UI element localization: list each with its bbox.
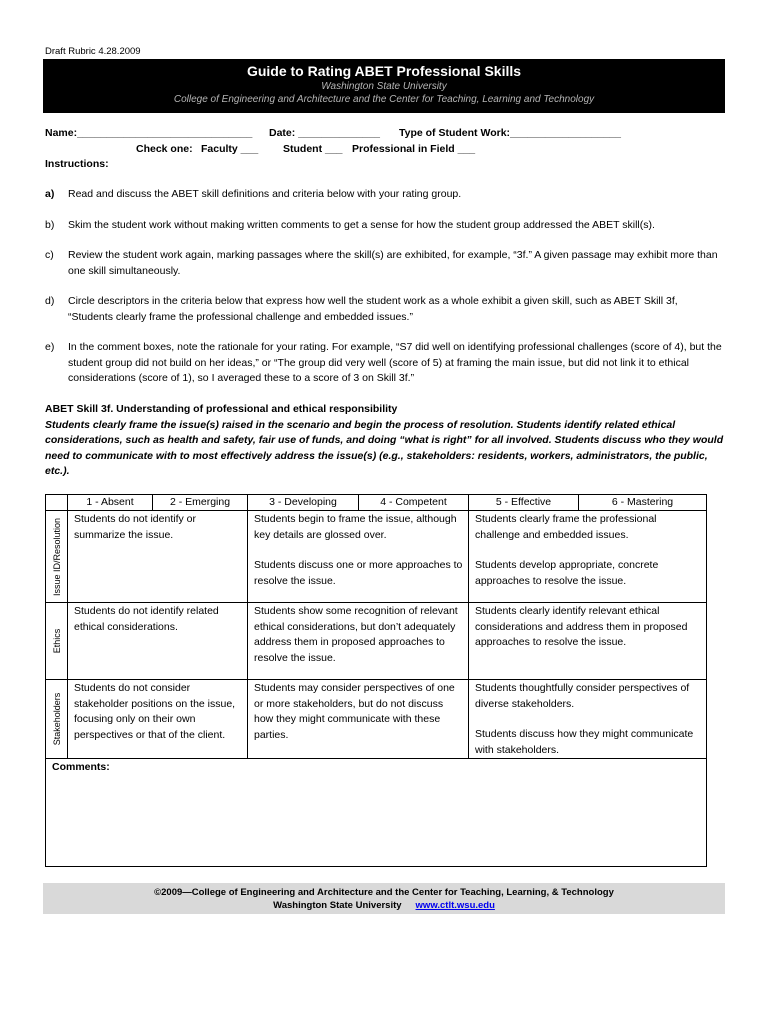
- instruction-label: e): [45, 341, 55, 353]
- college-name: College of Engineering and Architecture and the Center for Teaching, Learning and Technology: [173, 94, 595, 105]
- comments-label: Comments:: [52, 761, 110, 773]
- skill-section: [45, 402, 725, 480]
- rubric-row-ethics: [46, 603, 707, 680]
- corner-cell: [46, 495, 68, 511]
- level-header: 5 - Effective: [469, 495, 579, 511]
- criteria-cell-high[interactable]: [469, 680, 707, 759]
- criteria-text: Students show some recognition of relevant ethical considerations, but don’t adequately address them in proposed approaches to resolve the issue.: [254, 605, 458, 664]
- date-field[interactable]: Date: ______________: [269, 127, 380, 139]
- criteria-cell-mid[interactable]: [248, 680, 469, 759]
- rubric-row-issue: [46, 511, 707, 603]
- instruction-item: [45, 187, 725, 203]
- criteria-text: Students may consider perspectives of one or more stakeholders, but do not discuss how they might communicate with these parties.: [254, 682, 455, 741]
- instruction-item: [45, 340, 725, 387]
- footer-line2: [43, 899, 725, 912]
- instruction-text: Skim the student work without making written comments to get a sense for how the student group addressed the ABET skill(s).: [68, 219, 655, 231]
- instruction-label: a): [45, 188, 55, 200]
- page-title: Guide to Rating ABET Professional Skills: [246, 63, 522, 79]
- title-banner: [43, 59, 725, 113]
- rubric-row-stakeholders: [46, 680, 707, 759]
- row-label: Stakeholders: [51, 692, 62, 746]
- criteria-text: Students discuss how they might communicate with stakeholders.: [475, 728, 694, 756]
- instruction-label: c): [45, 249, 54, 261]
- criteria-cell-low[interactable]: [68, 511, 248, 603]
- comments-box[interactable]: [46, 759, 707, 867]
- criteria-cell-mid[interactable]: [248, 511, 469, 603]
- criteria-text: Students develop appropriate, concrete approaches to resolve the issue.: [475, 559, 659, 587]
- criteria-text: Students clearly identify relevant ethical considerations and address them in proposed approaches to resolve the issue.: [475, 605, 688, 648]
- instruction-item: [45, 218, 725, 234]
- instructions-title: Instructions:: [45, 158, 109, 170]
- criteria-cell-low[interactable]: [68, 680, 248, 759]
- instruction-item: [45, 294, 725, 325]
- footer: [43, 883, 725, 914]
- footer-university: Washington State University: [273, 900, 402, 911]
- criteria-cell-low[interactable]: [68, 603, 248, 680]
- instruction-item: [45, 248, 725, 279]
- instruction-label: b): [45, 219, 55, 231]
- check-one-label: Check one:: [136, 143, 193, 155]
- level-header: 6 - Mastering: [579, 495, 707, 511]
- faculty-check[interactable]: Faculty ___: [201, 143, 259, 155]
- criteria-cell-mid[interactable]: [248, 603, 469, 680]
- criteria-text: Students thoughtfully consider perspectives of diverse stakeholders.: [475, 682, 690, 710]
- instruction-label: d): [45, 295, 55, 307]
- row-label-cell: [46, 511, 68, 603]
- instruction-text: In the comment boxes, note the rationale for your rating. For example, “S7 did well on identifying professional challenges (score of 4), but the student group did not build on her ideas,” or “The group did very well (score of 5) at framing the main issue, but did not link it to ethical considerations (score of 1), so I averaged these to a score of 3 on Skill 3f.”: [68, 341, 722, 384]
- student-work-type-field[interactable]: Type of Student Work:___________________: [399, 127, 621, 139]
- criteria-text: Students do not identify or summarize the issue.: [74, 513, 196, 541]
- level-header: 3 - Developing: [248, 495, 359, 511]
- rubric-table: [45, 494, 707, 867]
- university-name: Washington State University: [321, 81, 447, 92]
- row-label-cell: [46, 603, 68, 680]
- rubric-header-row: [46, 495, 707, 511]
- level-header: 4 - Competent: [359, 495, 469, 511]
- criteria-cell-high[interactable]: [469, 603, 707, 680]
- skill-title: ABET Skill 3f. Understanding of professional and ethical responsibility: [45, 403, 398, 415]
- row-label: Ethics: [51, 628, 62, 654]
- criteria-text: Students begin to frame the issue, although key details are glossed over.: [254, 513, 457, 541]
- criteria-text: Students clearly frame the professional challenge and embedded issues.: [475, 513, 657, 541]
- row-label-cell: [46, 680, 68, 759]
- criteria-text: Students do not identify related ethical considerations.: [74, 605, 219, 633]
- instruction-text: Circle descriptors in the criteria below that express how well the student work as a whole exhibit a given skill, such as ABET Skill 3f, “Students clearly frame the professional challenge and embedded issues.”: [68, 295, 678, 323]
- instruction-text: Read and discuss the ABET skill definitions and criteria below with your rating group.: [68, 188, 462, 200]
- criteria-cell-high[interactable]: [469, 511, 707, 603]
- footer-link[interactable]: www.ctlt.wsu.edu: [415, 900, 495, 911]
- instruction-text: Review the student work again, marking passages where the skill(s) are exhibited, for example, “3f.” A given passage may exhibit more than one skill simultaneously.: [68, 249, 718, 277]
- criteria-text: Students discuss one or more approaches to resolve the issue.: [254, 559, 463, 587]
- comments-row: [46, 759, 707, 867]
- criteria-text: Students do not consider stakeholder positions on the issue, focusing only on their own perspectives or that of the client.: [74, 682, 236, 741]
- professional-check[interactable]: Professional in Field ___: [352, 143, 476, 155]
- level-header: 1 - Absent: [68, 495, 153, 511]
- footer-copyright: ©2009—College of Engineering and Architecture and the Center for Teaching, Learning, & Technology: [154, 887, 614, 898]
- row-label: Issue ID/Resolution: [51, 517, 62, 596]
- name-field[interactable]: Name:______________________________: [45, 127, 253, 139]
- level-header: 2 - Emerging: [153, 495, 248, 511]
- draft-label: Draft Rubric 4.28.2009: [45, 46, 141, 57]
- student-check[interactable]: Student ___: [283, 143, 343, 155]
- skill-description: Students clearly frame the issue(s) raised in the scenario and begin the process of resolution. Students identify related ethical considerations, such as health and safety, fair use of funds, and doing “what is right” for all involved. Students discuss who they would need to communicate with to most effectively address the issue(s) (e.g., stakeholders: residents, workers, administrators, the public, etc.).: [45, 418, 724, 477]
